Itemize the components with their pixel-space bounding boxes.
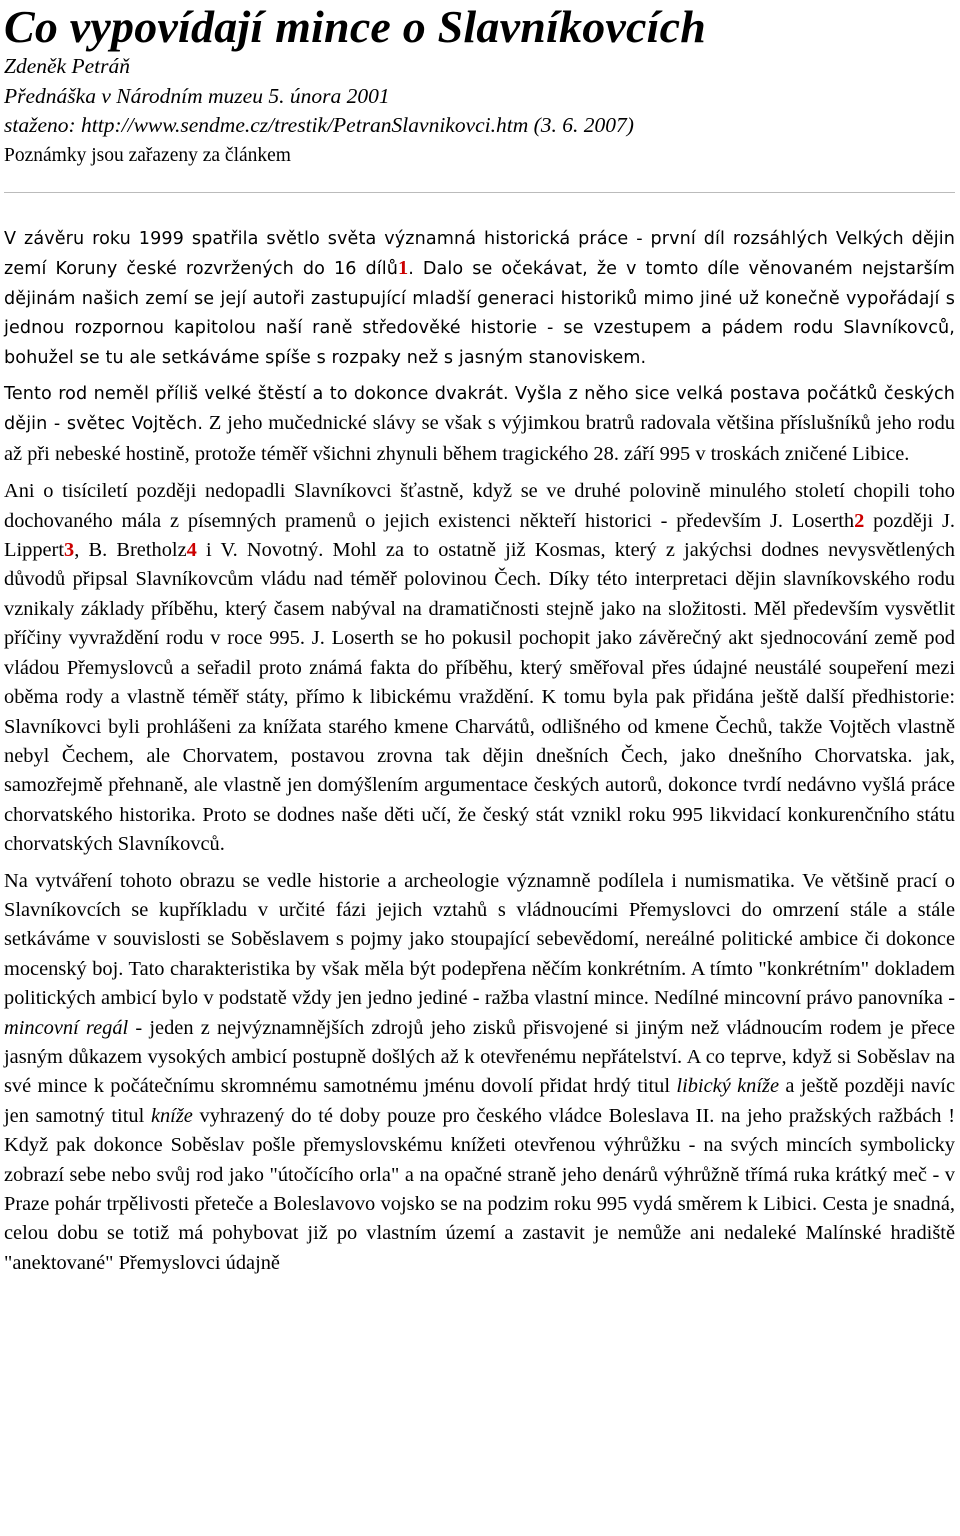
p3-text-a: Ani o tisíciletí později nedopadli Slavníkovci šťastně, když se ve druhé polovině minulého století chopili toho dochovaného mála z písemných pramenů o jejich existenci někteří historici - především J. Loserth — [4, 480, 955, 532]
p4-emphasis-1: mincovní regál — [4, 1016, 129, 1039]
p4-text-c: a ještě později navíc jen samotný titul — [4, 1075, 955, 1127]
p4-text-b: - jeden z nejvýznamnějších zdrojů jeho zisků přisvojené si jiným než vládnoucím rodem je přece jasným důkazem vysokých ambicí postupně došlých až k otevřenému nepřátelství. A co teprve, když si Soběslav na své mince k počátečnímu skromnému samotnému jménu dovolí přidat hrdý titul — [4, 1016, 956, 1098]
p4-emphasis-3: kníže — [150, 1104, 193, 1127]
p1-text-a: V závěru roku 1999 spatřila světlo světa významná historická práce - první díl rozsáhlých Velkých dějin zemí Koruny české rozvržených do 16 dílů — [4, 229, 955, 280]
p1-text-b: . Dalo se očekávat, že v tomto díle věnovaném nejstarším dějinám našich zemí se její autoři zastupující mladší generaci historiků mimo jiné už konečně vypořádají s jednou rozpornou kapitolou naší raně středověké historie - se vzestupem a pádem rodu Slavníkovců, bohužel se tu ale setkáváme spíše s rozpaky než s jasným stanoviskem. — [4, 259, 955, 368]
p2-text-b: Z jeho mučednické slávy se však s výjimkou bratrů radovala většina příslušníků jeho rodu až při nebeské hostině, protože téměř všichni zhynuli během tragického 28. září 995 v troskách zničené Libice. — [4, 412, 955, 465]
page-title: Co vypovídají mince o Slavníkovcích — [4, 1, 707, 52]
footnote-ref-1[interactable]: 1 — [398, 257, 409, 280]
p4-text-d: vyhrazený do té doby pouze pro českého vládce Boleslava II. na jeho pražských ražbách ! Když pak dokonce Soběslav pošle přemyslovskému knížeti otevřenou výhrůžku - na svých mincích symbolicky zobrazí sebe nebo svůj rod jako "útočícího orla" a na opačné straně jeho denárů výhrůžně třímá ruka krátký meč - v Praze pohár trpělivosti přeteče a Boleslavovo vojsko se na podzim roku 995 vydá směrem k Libici. Cesta je snadná, celou dobu se totiž má pohybovat již po vlastním území a zastavit je nemůže ani nedaleké Malínské hradiště "anektované" Přemyslovci údajně — [4, 1104, 955, 1274]
p3-text-b: později J. Lippert — [4, 509, 955, 562]
paragraph-2 — [4, 380, 955, 470]
p3-text-c: , B. Bretholz — [74, 539, 187, 562]
p4-text-a: Na vytváření tohoto obrazu se vedle historie a archeologie významně podílela i numismatika. Ve většině prací o Slavníkovcích se kupříkladu v určité fázi jejich vztahů s vládnoucími Přemyslovci do omrzení stále a stále setkáváme v souvislosti se Soběslavem s pojmy jako stoupající sebevědomí, nereálné politické ambice či dokonce mocenský boj. Tato charakteristika by však měla být podepřena něčím konkrétním. A tímto "konkrétním" dokladem politických ambicí bylo v podstatě vždy jen jedno jediné - ražba vlastní mince. Nedílné mincovní právo panovníka - — [4, 869, 955, 1010]
divider — [4, 192, 955, 193]
p4-emphasis-2: libický kníže — [676, 1075, 779, 1098]
paragraph-4 — [4, 867, 955, 1279]
p3-text-d: i V. Novotný. Mohl za to ostatně již Kosmas, který z jakýchsi dodnes nevysvětlených důvodů připsal Slavníkovcům vládu nad téměř polovinou Čech. Díky této interpretaci dějin slavníkovského rodu vznikaly základy příběhu, který časem nabýval na dramatičnosti stejně jako na složitosti. Měl především vysvětlit příčiny vyvraždění rodu v roce 995. J. Loserth se ho pokusil pochopit jako závěrečný akt sjednocování země pod vládou Přemyslovců a seřadil proto známá fakta do příběhu, který směřoval přes údajné neustálé soupeření mezi oběma rody a vlastně téměř státy, přímo k libickému vraždění. K tomu byla pak přidána ještě další předhistorie: Slavníkovci byli prohlášeni za knížata starého kmene Charvátů, odlišného od kmene Čechů, takže Vojtěch vlastně nebyl Čechem, ale Chorvatem, postavou zrovna tak dějin dnešních Čech, jako dnešního Chorvatska. jak, samozřejmě přehnaně, ale vlastně jen domýšlením argumentace českých autorů, dokonce tvrdí nedávno vyšlá práce chorvatského historika. Proto se dodnes naše děti učí, že český stát vznikl roku 995 likvidací konkurenčního státu chorvatských Slavníkovců. — [4, 539, 955, 856]
author: Zdeněk Petráň — [4, 54, 130, 78]
lecture-info: Přednáška v Národním muzeu 5. února 2001 — [4, 83, 390, 108]
footnote-ref-2[interactable]: 2 — [854, 509, 865, 532]
p2-text-a: Tento rod neměl příliš velké štěstí a to dokonce dvakrát. Vyšla z něho sice velká postava počátků českých dějin - světec Vojtěch. — [4, 384, 955, 435]
paragraph-3 — [4, 477, 955, 859]
footnote-ref-4[interactable]: 4 — [186, 539, 197, 562]
paragraph-1 — [4, 225, 955, 373]
footnote-ref-3[interactable]: 3 — [64, 539, 75, 562]
article-meta — [4, 52, 955, 170]
notes-info: Poznámky jsou zařazeny za článkem — [4, 144, 291, 166]
source-info: staženo: http://www.sendme.cz/trestik/PetranSlavnikovci.htm (3. 6. 2007) — [4, 113, 634, 137]
